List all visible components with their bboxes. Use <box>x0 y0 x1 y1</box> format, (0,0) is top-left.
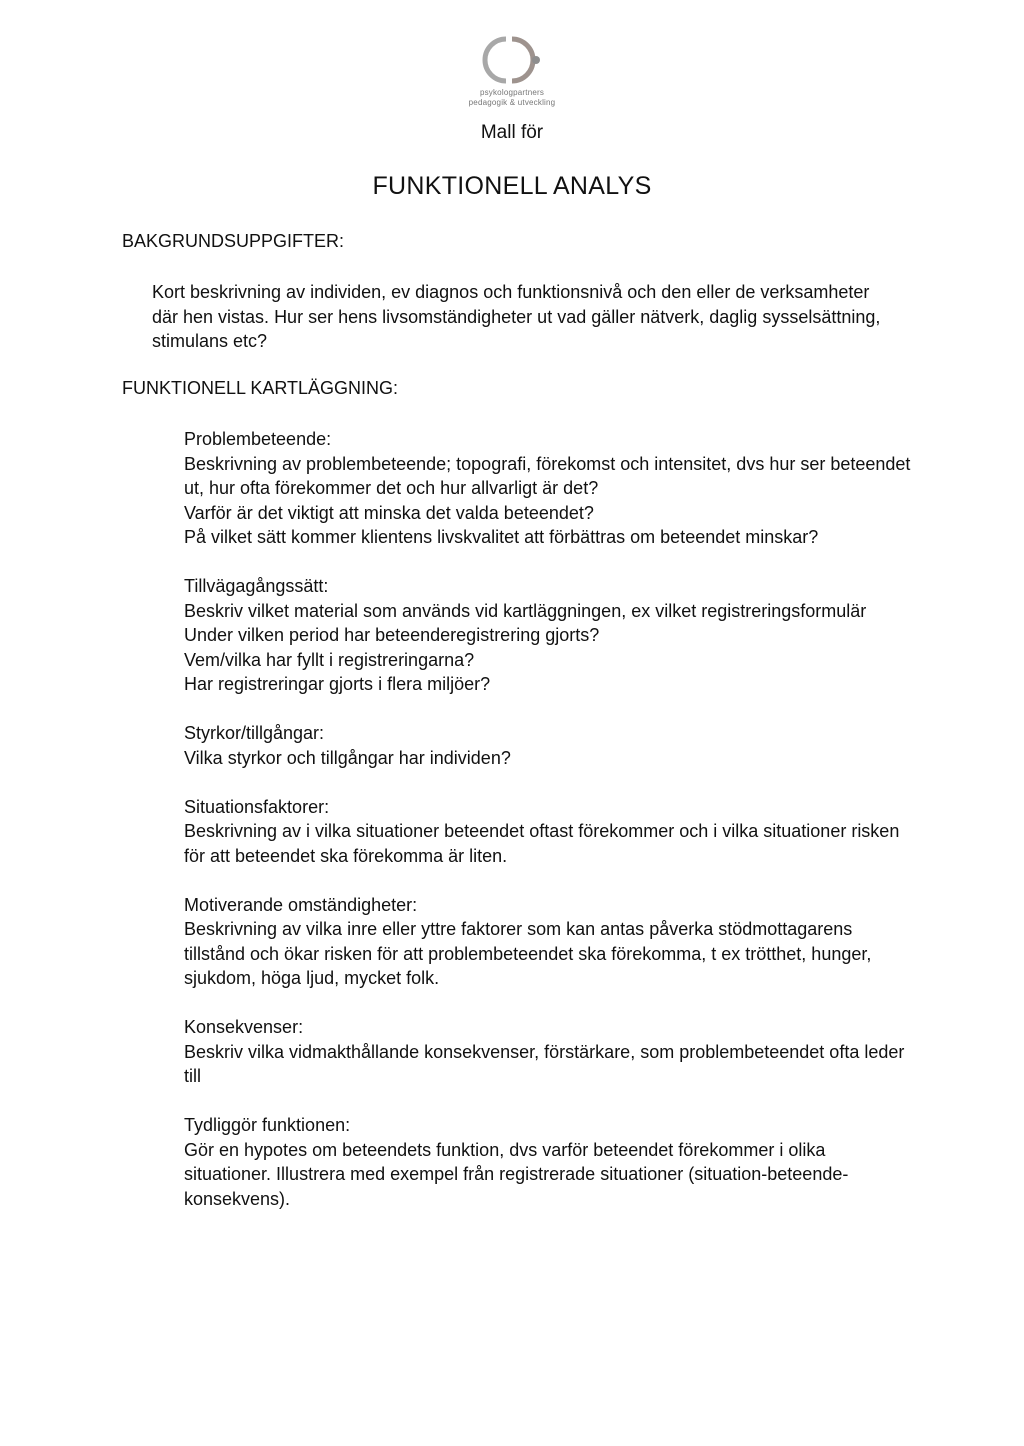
section-label: Motiverande omständigheter: <box>184 894 418 915</box>
section-situationsfaktorer <box>184 795 914 869</box>
section-label: Situationsfaktorer: <box>184 796 330 817</box>
background-heading: BAKGRUNDSUPPGIFTER: <box>122 231 345 251</box>
section-konsekvenser <box>184 1015 914 1089</box>
section-styrkor <box>184 721 914 770</box>
document-title: FUNKTIONELL ANALYS <box>372 172 652 200</box>
section-label: Tydliggör funktionen: <box>184 1115 351 1135</box>
section-problembeteende <box>184 427 914 550</box>
section-label: Konsekvenser: <box>184 1017 304 1037</box>
section-motiverande <box>184 893 914 991</box>
section-line: Beskrivning av i vilka situationer beteendet oftast förekommer och i vilka situationer risken för att beteendet ska förekomma är liten. <box>184 821 900 866</box>
logo-text-line1: psykologpartners <box>479 88 545 97</box>
section-line: Har registreringar gjorts i flera miljöer? <box>184 674 491 694</box>
section-tillvagagangssatt <box>184 574 914 697</box>
section-line: Vem/vilka har fyllt i registreringarna? <box>184 649 475 670</box>
mapping-heading: FUNKTIONELL KARTLÄGGNING: <box>122 378 399 398</box>
logo <box>0 32 1024 108</box>
section-line: Gör en hypotes om beteendets funktion, dvs varför beteendet förekommer i olika situationer. Illustrera med exempel från registrerade situationer (situation-beteende-konsekvens). <box>184 1139 849 1209</box>
section-tydliggor <box>184 1113 914 1211</box>
section-line: Beskrivning av problembeteende; topografi, förekomst och intensitet, dvs hur ser beteendet ut, hur ofta förekommer det och hur allvarligt är det? <box>184 453 911 498</box>
mapping-sections <box>184 427 914 1236</box>
section-line: Varför är det viktigt att minska det valda beteendet? <box>184 502 594 523</box>
section-line: Beskriv vilket material som används vid kartläggningen, ex vilket registreringsformulär <box>184 600 867 621</box>
section-line: Vilka styrkor och tillgångar har individen? <box>184 747 511 768</box>
section-line: Beskriv vilka vidmakthållande konsekvenser, förstärkare, som problembeteendet ofta leder till <box>184 1041 905 1086</box>
document-subtitle: Mall för <box>480 122 544 143</box>
section-line: Under vilken period har beteenderegistrering gjorts? <box>184 625 600 645</box>
section-label: Tillvägagångssätt: <box>184 576 329 596</box>
section-label: Styrkor/tillgångar: <box>184 723 325 743</box>
logo-text-line2: pedagogik & utveckling <box>468 98 556 107</box>
section-label: Problembeteende: <box>184 429 332 449</box>
section-line: Beskrivning av vilka inre eller yttre faktorer som kan antas påverka stödmottagarens tillstånd och ökar risken för att problembeteendet ska förekomma, t ex trötthet, hunger, sjukdom, höga ljud, mycket folk. <box>184 919 872 988</box>
section-line: På vilket sätt kommer klientens livskvalitet att förbättras om beteendet minskar? <box>184 527 819 547</box>
logo-mark-icon <box>480 32 544 88</box>
background-text: Kort beskrivning av individen, ev diagnos och funktionsnivå och den eller de verksamheter där hen vistas. Hur ser hens livsomständigheter ut vad gäller nätverk, daglig sysselsättning, stimulans etc? <box>152 282 881 351</box>
